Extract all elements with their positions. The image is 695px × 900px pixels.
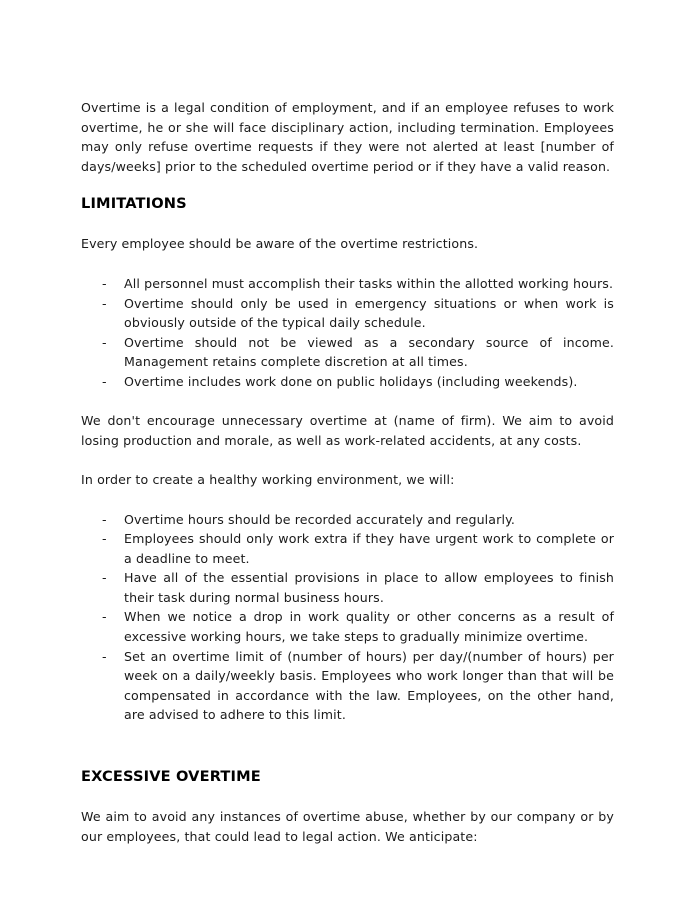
list-item [81, 274, 614, 294]
healthy-environment-list [81, 510, 614, 726]
healthy-environment-paragraph: In order to create a healthy working environment, we will: [81, 471, 455, 487]
list-bullet-dash: - [102, 295, 107, 311]
spacer [81, 214, 614, 234]
section-heading-excessive-overtime: EXCESSIVE OVERTIME [81, 768, 261, 786]
list-item [81, 529, 614, 568]
limitations-list [81, 274, 614, 392]
list-item [81, 607, 614, 646]
list-item [81, 333, 614, 372]
excessive-overtime-paragraph: We aim to avoid any instances of overtime abuse, whether by our company or by our employees, that could lead to legal action. We anticipate: [81, 809, 614, 844]
list-item-text: When we notice a drop in work quality or other concerns as a result of excessive working hours, we take steps to gradually minimize overtime. [124, 609, 614, 645]
paragraph-after-limitations-list: We don't encourage unnecessary overtime at (name of firm). We aim to avoid losing production and morale, as well as work-related accidents, at any costs. [81, 413, 614, 448]
spacer [81, 725, 614, 749]
list-item-text: Overtime hours should be recorded accurately and regularly. [124, 511, 515, 527]
spacer [81, 787, 614, 807]
limitations-lead-paragraph: Every employee should be aware of the overtime restrictions. [81, 236, 479, 252]
list-item-text: Overtime includes work done on public holidays (including weekends). [124, 373, 578, 389]
list-item [81, 568, 614, 607]
list-bullet-dash: - [102, 334, 107, 350]
list-bullet-dash: - [102, 609, 107, 625]
section-heading-limitations: LIMITATIONS [81, 195, 187, 213]
list-bullet-dash: - [102, 373, 107, 389]
document-body [81, 98, 614, 846]
excessive-overtime-heading-block [81, 767, 614, 787]
list-item-text: Overtime should not be viewed as a secondary source of income. Management retains complete discretion at all times. [124, 334, 614, 370]
list-item-text: Employees should only work extra if they have urgent work to complete or a deadline to meet. [124, 531, 614, 566]
list-item-text: Overtime should only be used in emergency situations or when work is obviously outside of the typical daily schedule. [124, 295, 614, 331]
list-item [81, 510, 614, 530]
list-bullet-dash: - [102, 531, 107, 547]
spacer [81, 392, 614, 412]
list-bullet-dash: - [102, 570, 107, 586]
list-bullet-dash: - [102, 275, 107, 291]
list-item-text: Set an overtime limit of (number of hours) per day/(number of hours) per week on a daily/weekly basis. Employees who work longer than that will be compensated in accordance with the law. Employees, on the other hand, are advised to adhere to this limit. [124, 648, 614, 723]
list-item [81, 294, 614, 333]
list-item [81, 372, 614, 392]
list-bullet-dash: - [102, 648, 107, 664]
limitations-heading-block [81, 194, 614, 214]
list-bullet-dash: - [102, 511, 107, 527]
list-item [81, 647, 614, 725]
intro-paragraph: Overtime is a legal condition of employment, and if an employee refuses to work overtime, he or she will face disciplinary action, including termination. Employees may only refuse overtime requests if they were not alerted at least [number of days/weeks] prior to the scheduled overtime period or if they have a valid reason. [81, 100, 614, 174]
list-item-text: Have all of the essential provisions in place to allow employees to finish their task during normal business hours. [124, 570, 614, 605]
list-item-text: All personnel must accomplish their tasks within the allotted working hours. [124, 275, 614, 291]
